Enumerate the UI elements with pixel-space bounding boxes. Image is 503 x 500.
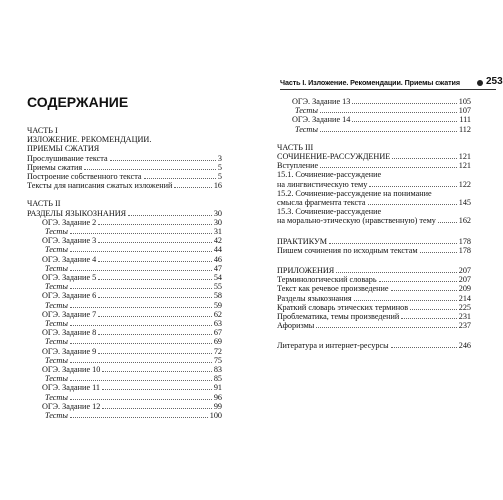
toc-page: 5	[217, 172, 222, 182]
toc-label: Тесты	[45, 263, 68, 273]
leader-dots	[352, 97, 456, 104]
essay-152-line1: 15.2. Сочинение-рассуждение на понимание	[277, 188, 432, 198]
toc-label: Краткий словарь этических терминов	[277, 302, 409, 312]
leader-dots	[70, 393, 212, 400]
toc-label: ОГЭ. Задание 6	[42, 291, 97, 301]
toc-page: 96	[213, 392, 222, 402]
toc-page: 105	[458, 97, 471, 106]
toc-page: 42	[213, 236, 222, 246]
toc-row[interactable]	[277, 303, 471, 312]
toc-label: Тесты	[45, 355, 68, 365]
leader-dots	[391, 341, 457, 348]
leader-dots	[320, 125, 457, 132]
leader-dots	[98, 273, 212, 280]
leader-dots	[70, 264, 212, 271]
essay-152-row[interactable]	[277, 198, 471, 207]
toc-label: Тесты	[295, 124, 318, 134]
toc-page: 46	[213, 254, 222, 264]
leader-dots	[110, 154, 216, 161]
toc-page: 67	[213, 328, 222, 338]
toc-row[interactable]	[277, 275, 471, 284]
spacer	[27, 190, 222, 199]
part3-list	[277, 161, 471, 170]
toc-page: 69	[213, 337, 222, 347]
toc-page: 58	[213, 291, 222, 301]
toc-test-row[interactable]	[27, 356, 222, 365]
toc-label: Тесты	[45, 337, 68, 347]
toc-label: Проблематика, темы произведений	[277, 312, 400, 322]
leader-dots	[368, 198, 457, 205]
toc-page: 121	[458, 152, 471, 162]
toc-row[interactable]	[277, 284, 471, 293]
toc-label: Прослушивание текста	[27, 153, 108, 163]
toc-test-row[interactable]	[27, 411, 222, 420]
leader-dots	[70, 337, 212, 344]
leader-dots	[98, 328, 212, 335]
toc-label: ОГЭ. Задание 9	[42, 346, 97, 356]
toc-page: 47	[213, 263, 222, 273]
leader-dots	[98, 255, 212, 262]
leader-dots	[70, 245, 212, 252]
toc-page: 112	[459, 124, 471, 134]
toc-label: Текст как речевое произведение	[277, 284, 389, 294]
toc-page: 44	[213, 245, 222, 255]
leader-dots	[98, 236, 212, 243]
toc-page: 162	[458, 216, 471, 226]
toc-label: ОГЭ. Задание 13	[292, 97, 351, 106]
toc-row[interactable]	[27, 172, 222, 181]
part3-title-row[interactable]	[277, 152, 471, 161]
part2-list	[27, 218, 222, 420]
toc-label: Тесты	[45, 411, 68, 421]
toc-row[interactable]	[277, 161, 471, 170]
toc-label: Тесты	[45, 300, 68, 310]
toc-test-row[interactable]	[27, 245, 222, 254]
toc-row[interactable]	[277, 321, 471, 330]
toc-page: 85	[213, 374, 222, 384]
header-rule	[280, 89, 496, 90]
toc-label: Литература и интернет-ресурсы	[277, 341, 389, 351]
toc-page: 121	[458, 161, 471, 171]
toc-page: 107	[458, 106, 471, 116]
leader-dots	[379, 275, 457, 282]
bullet-icon	[477, 80, 483, 86]
leader-dots	[84, 163, 216, 170]
toc-label: Построение собственного текста	[27, 172, 142, 182]
practicum-list	[277, 246, 471, 255]
leader-dots	[392, 152, 456, 159]
toc-row[interactable]	[27, 347, 222, 356]
running-header	[280, 76, 503, 92]
continued-list	[277, 97, 471, 134]
toc-label: ПРИЛОЖЕНИЯ	[277, 266, 335, 276]
toc-page: 122	[458, 179, 471, 189]
toc-page: 91	[213, 383, 222, 393]
toc-label: Афоризмы	[277, 321, 315, 331]
toc-row[interactable]	[27, 402, 222, 411]
toc-row[interactable]	[277, 312, 471, 321]
leader-dots	[70, 319, 212, 326]
toc-page: 178	[458, 236, 471, 246]
leader-dots	[102, 402, 212, 409]
part1-title-line1: ИЗЛОЖЕНИЕ. РЕКОМЕНДАЦИИ.	[27, 135, 152, 145]
toc-page: 54	[213, 273, 222, 283]
page-title: СОДЕРЖАНИЕ	[27, 94, 129, 110]
leader-dots	[102, 365, 212, 372]
leader-dots	[70, 282, 212, 289]
toc-page: 99	[213, 401, 222, 411]
toc-label: Приемы сжатия	[27, 162, 83, 172]
leader-dots	[352, 115, 457, 122]
toc-page: 30	[213, 208, 222, 218]
toc-label: Тесты	[295, 106, 318, 116]
toc-page: 145	[458, 198, 471, 208]
running-title: Часть I. Изложение. Рекомендации. Приемы сжатия	[280, 78, 460, 87]
toc-page: 75	[213, 355, 222, 365]
leader-dots	[70, 374, 212, 381]
toc-row[interactable]	[27, 310, 222, 319]
toc-row[interactable]	[27, 163, 222, 172]
toc-label: ОГЭ. Задание 12	[42, 401, 101, 411]
leader-dots	[70, 227, 212, 234]
toc-row[interactable]	[27, 218, 222, 227]
spacer	[277, 134, 471, 143]
toc-page: 59	[213, 300, 222, 310]
leader-dots	[420, 246, 457, 253]
part1-title-line2: ПРИЕМЫ СЖАТИЯ	[27, 144, 100, 154]
toc-label: Разделы языкознания	[277, 293, 352, 303]
toc-page: 83	[213, 365, 222, 375]
toc-label: Тесты	[45, 374, 68, 384]
appendix-row[interactable]	[277, 266, 471, 275]
toc-label: Тесты	[45, 319, 68, 329]
toc-label: смысла фрагмента текста	[277, 198, 366, 208]
toc-label: Тесты	[45, 245, 68, 255]
essay-153-row[interactable]	[277, 216, 471, 225]
part2-title-row[interactable]	[27, 209, 222, 218]
toc-row[interactable]	[27, 236, 222, 245]
left-page	[0, 0, 250, 500]
toc-page: 207	[458, 266, 471, 276]
toc-label: ОГЭ. Задание 2	[42, 217, 97, 227]
toc-row[interactable]	[27, 383, 222, 392]
leader-dots	[320, 106, 457, 113]
toc-label: на лингвистическую тему	[277, 179, 368, 189]
toc-page: 16	[213, 181, 222, 191]
leader-dots	[70, 301, 212, 308]
leader-dots	[391, 284, 457, 291]
leader-dots	[354, 294, 457, 301]
toc-column-right	[277, 97, 471, 351]
part1-list	[27, 154, 222, 191]
toc-row[interactable]	[27, 328, 222, 337]
toc-test-row[interactable]	[277, 106, 471, 115]
toc-page: 63	[213, 319, 222, 329]
toc-row[interactable]	[27, 291, 222, 300]
toc-test-row[interactable]	[27, 319, 222, 328]
toc-label: ОГЭ. Задание 14	[292, 115, 351, 125]
toc-page: 31	[213, 227, 222, 237]
leader-dots	[401, 312, 456, 319]
toc-label: Вступление	[277, 161, 319, 171]
spacer	[277, 226, 471, 237]
toc-page: 209	[458, 284, 471, 294]
leader-dots	[336, 266, 456, 273]
toc-label: ОГЭ. Задание 3	[42, 236, 97, 246]
toc-label: ОГЭ. Задание 7	[42, 309, 97, 319]
toc-page: 72	[213, 346, 222, 356]
toc-page: 55	[213, 282, 222, 292]
toc-test-row[interactable]	[27, 374, 222, 383]
toc-label: ОГЭ. Задание 5	[42, 273, 97, 283]
toc-page: 214	[458, 293, 471, 303]
toc-label: СОЧИНЕНИЕ-РАССУЖДЕНИЕ	[277, 152, 391, 162]
toc-row[interactable]	[27, 154, 222, 163]
literature-row[interactable]	[277, 341, 471, 350]
toc-row[interactable]	[27, 181, 222, 190]
leader-dots	[98, 347, 212, 354]
toc-test-row[interactable]	[27, 282, 222, 291]
toc-row[interactable]	[277, 294, 471, 303]
leader-dots	[320, 161, 457, 168]
toc-label: Тесты	[45, 227, 68, 237]
toc-page: 246	[458, 341, 471, 351]
essay-151-line1: 15.1. Сочинение-рассуждение	[277, 170, 382, 180]
toc-test-row[interactable]	[27, 393, 222, 402]
toc-label: ОГЭ. Задание 11	[42, 383, 101, 393]
leader-dots	[102, 383, 212, 390]
toc-page: 62	[213, 309, 222, 319]
page-number: 253	[486, 76, 503, 87]
spacer	[277, 255, 471, 266]
spacer	[277, 330, 471, 341]
leader-dots	[128, 209, 212, 216]
leader-dots	[329, 237, 457, 244]
toc-label: Тесты	[45, 282, 68, 292]
toc-label: Тесты	[45, 392, 68, 402]
toc-column-left	[27, 126, 222, 420]
practicum-row[interactable]	[277, 237, 471, 246]
toc-test-row[interactable]	[27, 227, 222, 236]
part1-label: ЧАСТЬ I	[27, 126, 58, 135]
toc-test-row[interactable]	[27, 337, 222, 346]
toc-page: 237	[458, 321, 471, 331]
appendix-list	[277, 275, 471, 330]
toc-page: 111	[459, 115, 471, 125]
toc-page: 5	[217, 162, 222, 172]
toc-label: Пишем сочинения по исходным текстам	[277, 245, 418, 255]
leader-dots	[98, 310, 212, 317]
toc-row[interactable]	[277, 97, 471, 106]
leader-dots	[410, 303, 457, 310]
part3-label: ЧАСТЬ III	[277, 142, 314, 152]
right-page	[250, 0, 503, 500]
toc-label: Тексты для написания сжатых изложений	[27, 181, 173, 191]
toc-page: 178	[458, 245, 471, 255]
part2-label: ЧАСТЬ II	[27, 199, 61, 209]
toc-page: 207	[458, 275, 471, 285]
toc-row[interactable]	[27, 255, 222, 264]
toc-label: ОГЭ. Задание 10	[42, 365, 101, 375]
toc-page: 225	[458, 302, 471, 312]
leader-dots	[70, 411, 208, 418]
essay-153-line1: 15.3. Сочинение-рассуждение	[277, 207, 382, 217]
toc-label: на морально-этическую (нравственную) тему	[277, 216, 436, 226]
leader-dots	[369, 180, 456, 187]
toc-label: ОГЭ. Задание 8	[42, 328, 97, 338]
toc-page: 3	[217, 153, 222, 163]
leader-dots	[438, 216, 457, 223]
leader-dots	[98, 218, 212, 225]
toc-label: Терминологический словарь	[277, 275, 377, 285]
toc-row[interactable]	[27, 365, 222, 374]
leader-dots	[316, 321, 456, 328]
toc-row[interactable]	[277, 115, 471, 124]
toc-test-row[interactable]	[277, 125, 471, 134]
toc-test-row[interactable]	[27, 301, 222, 310]
toc-row[interactable]	[27, 273, 222, 282]
toc-page: 231	[458, 312, 471, 322]
leader-dots	[144, 172, 216, 179]
toc-row[interactable]	[277, 246, 471, 255]
essay-151-row[interactable]	[277, 180, 471, 189]
toc-page: 100	[209, 411, 222, 421]
leader-dots	[70, 356, 212, 363]
leader-dots	[174, 181, 211, 188]
toc-label: РАЗДЕЛЫ ЯЗЫКОЗНАНИЯ	[27, 208, 127, 218]
leader-dots	[98, 291, 212, 298]
toc-label: ОГЭ. Задание 4	[42, 254, 97, 264]
toc-test-row[interactable]	[27, 264, 222, 273]
toc-page: 30	[213, 217, 222, 227]
toc-label: ПРАКТИКУМ	[277, 236, 328, 246]
